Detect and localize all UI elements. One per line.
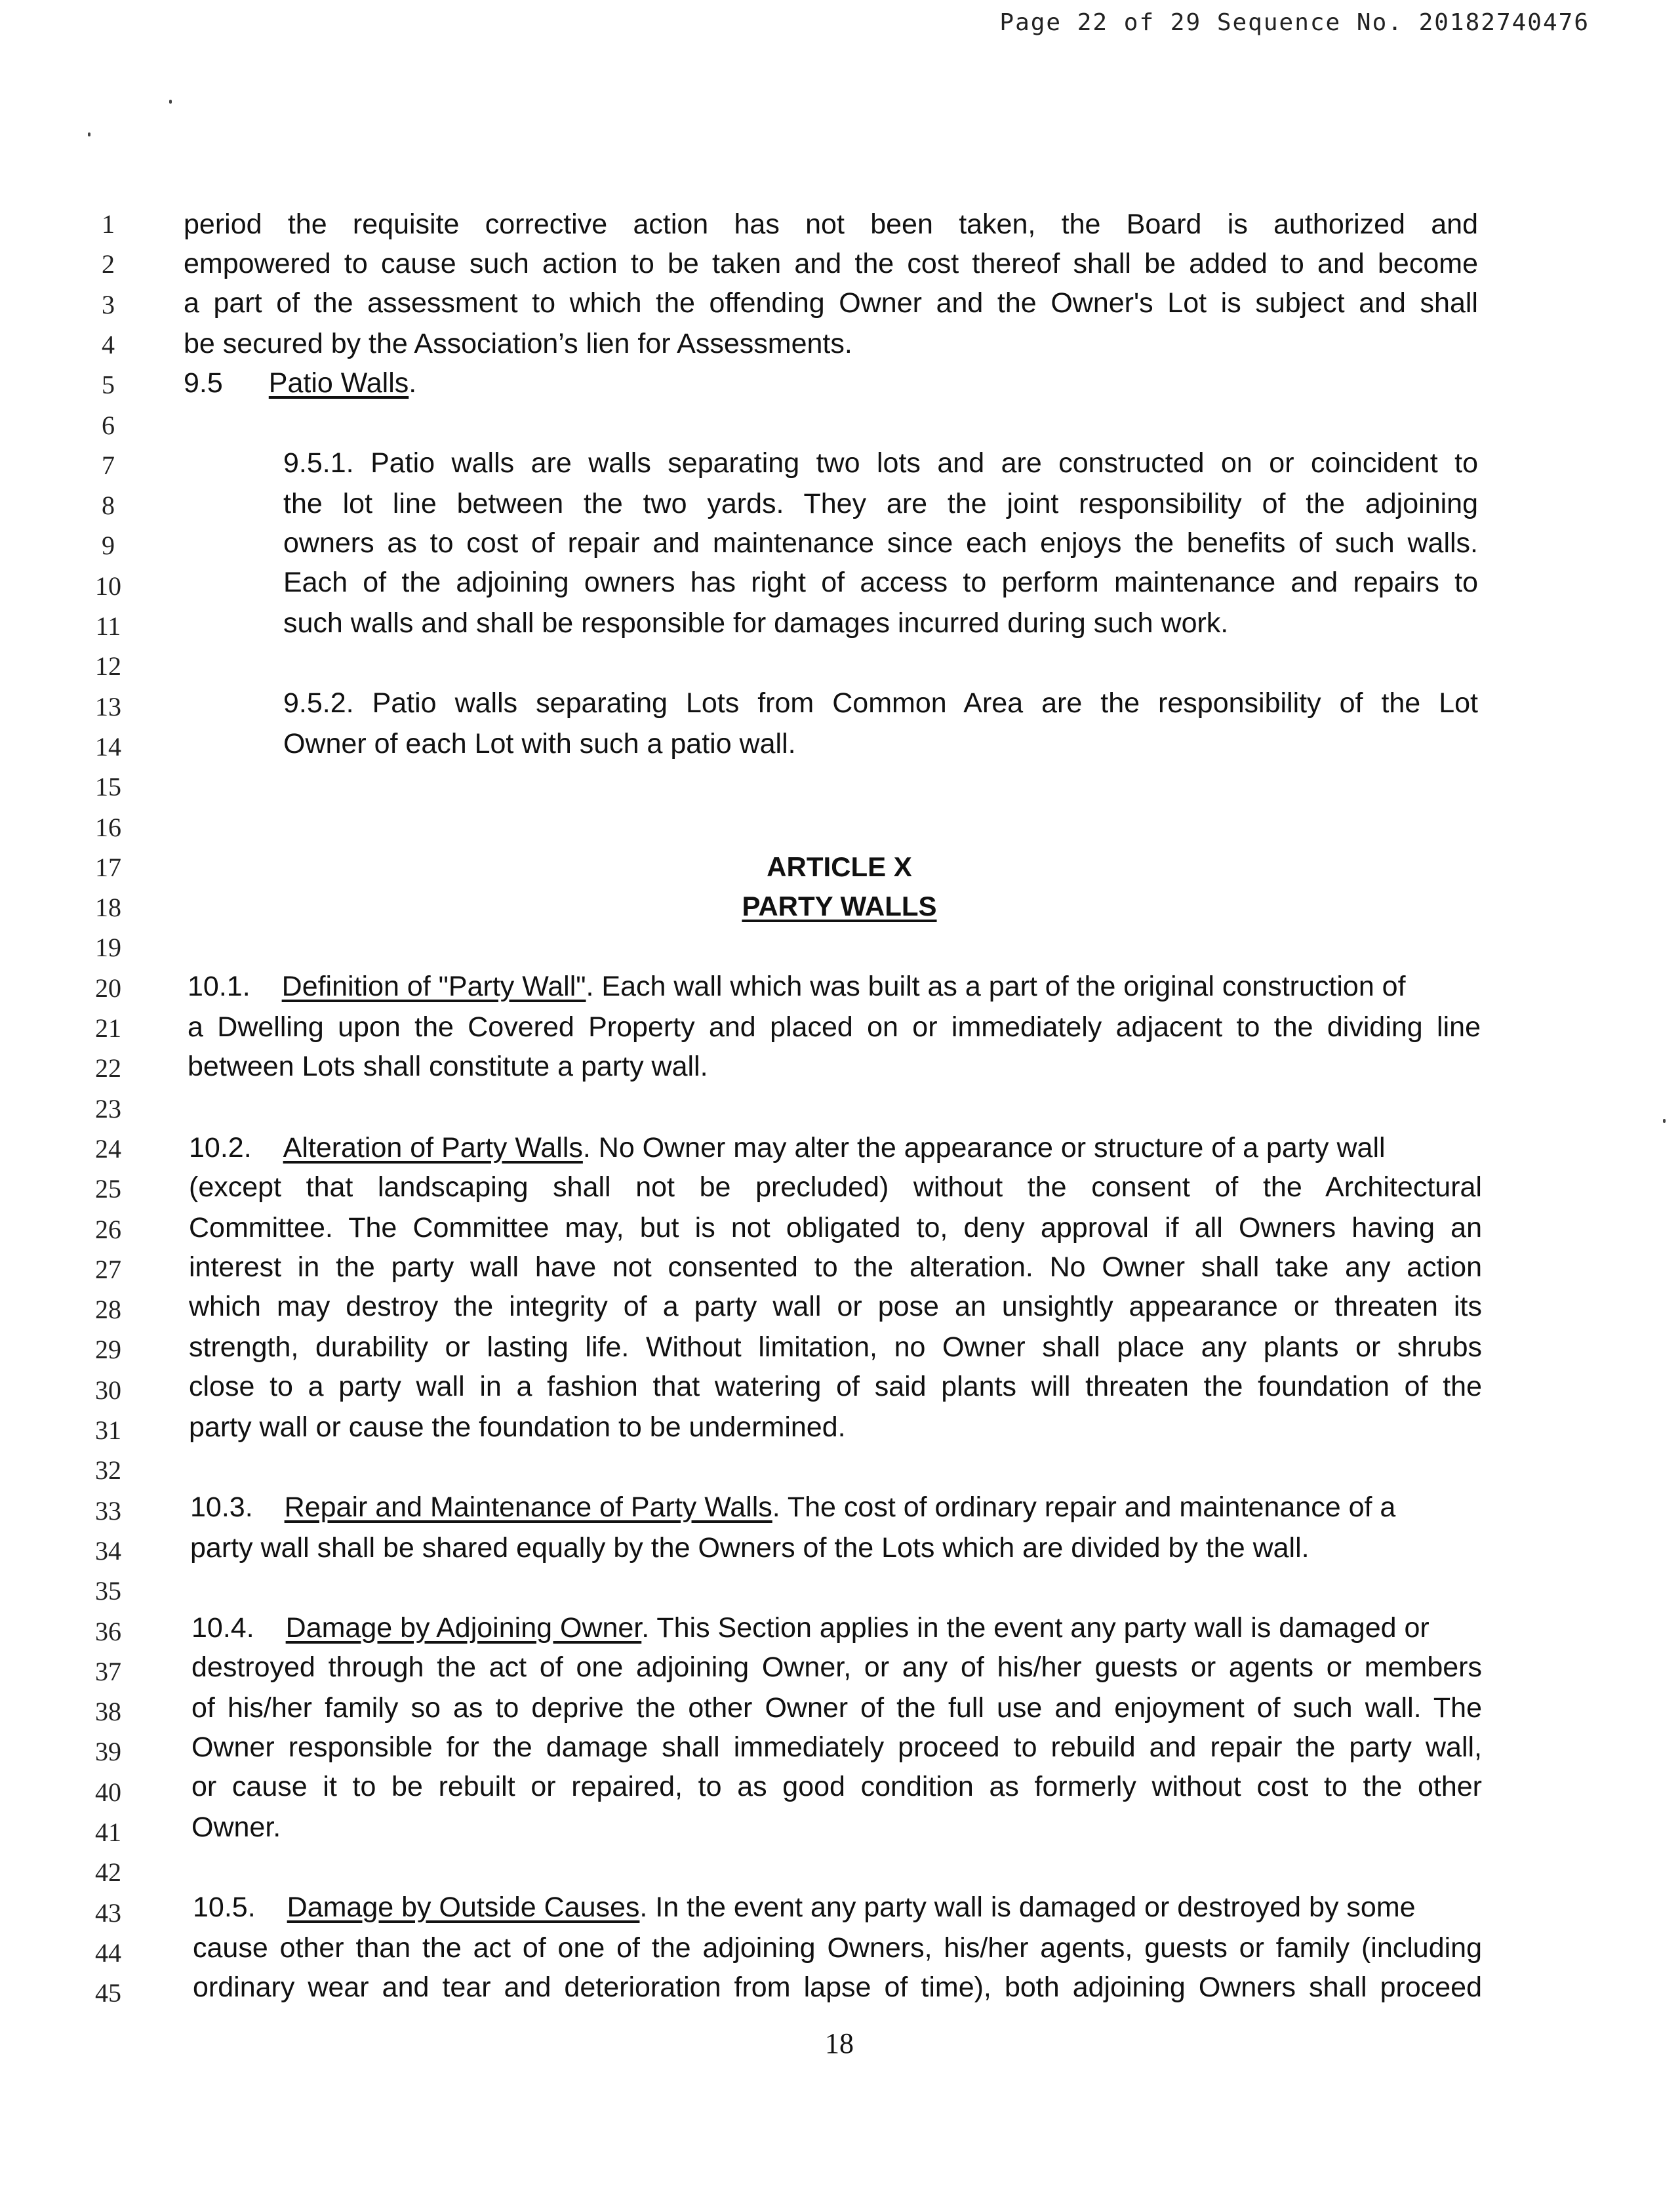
scan-speck: [169, 100, 172, 104]
article-heading: ARTICLE X: [767, 851, 912, 882]
line-number: 40: [95, 1777, 121, 1807]
text-line: be secured by the Association’s lien for Assessments.: [184, 328, 852, 359]
line-number: 8: [102, 491, 115, 520]
line-number: 19: [95, 933, 121, 962]
text-line: a Dwelling upon the Covered Property and placed on or immediately adjacent to the dividing line: [188, 1011, 1481, 1043]
text-line: interest in the party wall have not consented to the alteration. No Owner shall take any action: [189, 1251, 1482, 1283]
line-number: 39: [95, 1737, 121, 1766]
text-line: Owner responsible for the damage shall immediately proceed to rebuild and repair the party wall,: [191, 1732, 1482, 1763]
line-number: 13: [95, 692, 121, 721]
section-text: . In the event any party wall is damaged or destroyed by some: [639, 1892, 1416, 1923]
line-number: 9: [102, 531, 115, 560]
page-header: Page 22 of 29 Sequence No. 20182740476: [999, 9, 1590, 36]
text-line: (except that landscaping shall not be precluded) without the consent of the Architectural: [189, 1171, 1482, 1203]
line-number: 45: [95, 1978, 121, 2008]
text-line: party wall or cause the foundation to be undermined.: [189, 1411, 846, 1443]
section-first-line-10-4: [191, 1608, 1430, 1648]
line-number: 2: [102, 249, 115, 279]
line-number: 7: [102, 451, 115, 480]
text-line: strength, durability or lasting life. Without limitation, no Owner shall place any plants or shrubs: [189, 1331, 1482, 1363]
section-title: Definition of "Party Wall": [281, 971, 586, 1002]
text-line: such walls and shall be responsible for damages incurred during such work.: [283, 607, 1229, 639]
text-line: cause other than the act of one of the adjoining Owners, his/her agents, guests or family (including: [193, 1932, 1482, 1964]
line-number: 34: [95, 1536, 121, 1566]
line-number: 10: [95, 571, 121, 601]
section-title: Patio Walls: [268, 367, 409, 399]
line-number: 44: [95, 1938, 121, 1968]
scan-speck: [88, 132, 90, 136]
text-line: Committee. The Committee may, but is not obligated to, deny approval if all Owners having an: [189, 1212, 1482, 1244]
line-number: 36: [95, 1617, 121, 1646]
line-number: 42: [95, 1857, 121, 1887]
text-line: empowered to cause such action to be taken and the cost thereof shall be added to and become: [184, 248, 1478, 279]
section-number: 9.5: [184, 367, 223, 399]
line-number: 26: [95, 1215, 121, 1244]
text-line: destroyed through the act of one adjoining Owner, or any of his/her guests or agents or members: [191, 1651, 1482, 1683]
section-number: 10.2.: [189, 1132, 252, 1164]
text-line: a part of the assessment to which the offending Owner and the Owner's Lot is subject and shall: [184, 287, 1478, 319]
section-first-line-10-2: [189, 1128, 1386, 1167]
line-number: 23: [95, 1094, 121, 1124]
line-number: 11: [95, 611, 121, 641]
text-line: party wall shall be shared equally by the Owners of the Lots which are divided by the wall.: [190, 1532, 1310, 1564]
text-line: close to a party wall in a fashion that watering of said plants will threaten the foundation of the: [189, 1371, 1482, 1402]
line-number: 14: [95, 732, 121, 761]
line-number: 1: [102, 209, 115, 239]
text-line: Owner of each Lot with such a patio wall.: [283, 728, 796, 760]
line-number: 16: [95, 813, 121, 842]
text-line: 9.5.2. Patio walls separating Lots from Common Area are the responsibility of the Lot: [283, 687, 1478, 719]
text-line: Each of the adjoining owners has right of access to perform maintenance and repairs to: [283, 567, 1478, 598]
line-number: 30: [95, 1375, 121, 1405]
text-line: 9.5.1. Patio walls are walls separating two lots and are constructed on or coincident to: [283, 447, 1478, 479]
line-number: 33: [95, 1496, 121, 1526]
line-number: 28: [95, 1295, 121, 1324]
section-number: 10.1.: [188, 971, 250, 1002]
line-number: 31: [95, 1415, 121, 1445]
section-text: . Each wall which was built as a part of the original construction of: [586, 971, 1406, 1002]
line-number: 37: [95, 1657, 121, 1686]
section-first-line-10-1: [188, 967, 1406, 1006]
line-number: 43: [95, 1898, 121, 1928]
text-line: which may destroy the integrity of a party wall or pose an unsightly appearance or threaten its: [189, 1291, 1482, 1322]
line-number: 27: [95, 1255, 121, 1284]
section-heading-9-5: [184, 363, 416, 403]
section-title: Damage by Adjoining Owner: [285, 1612, 642, 1644]
section-text: . The cost of ordinary repair and maintenance of a: [772, 1491, 1396, 1523]
page-number: 18: [825, 2027, 854, 2059]
line-number: 41: [95, 1817, 121, 1847]
section-first-line-10-5: [193, 1888, 1416, 1927]
section-number: 10.3.: [190, 1491, 253, 1523]
line-number: 17: [95, 853, 121, 882]
line-number: 29: [95, 1335, 121, 1364]
article-title-text: PARTY WALLS: [742, 891, 937, 922]
line-number: 38: [95, 1697, 121, 1726]
line-number: 4: [102, 330, 115, 359]
text-line: Owner.: [191, 1812, 281, 1843]
section-first-line-10-3: [190, 1488, 1395, 1527]
text-line: ordinary wear and tear and deterioration from lapse of time), both adjoining Owners shall proceed: [193, 1972, 1482, 2003]
section-title: Damage by Outside Causes: [287, 1892, 640, 1923]
line-number: 15: [95, 772, 121, 801]
text-line: of his/her family so as to deprive the other Owner of the full use and enjoyment of such wall. The: [191, 1692, 1482, 1724]
text-line: owners as to cost of repair and maintenance since each enjoys the benefits of such walls.: [283, 527, 1478, 559]
text-line: period the requisite corrective action has not been taken, the Board is authorized and: [184, 209, 1478, 240]
line-number: 22: [95, 1053, 121, 1083]
section-text: . This Section applies in the event any party wall is damaged or: [641, 1612, 1430, 1644]
text-line: between Lots shall constitute a party wall.: [188, 1051, 708, 1082]
line-number: 12: [95, 651, 121, 681]
line-number: 3: [102, 290, 115, 319]
line-number: 35: [95, 1576, 121, 1606]
line-number: 25: [95, 1174, 121, 1204]
section-title-period: .: [409, 367, 417, 399]
section-title: Alteration of Party Walls: [283, 1132, 583, 1164]
section-number: 10.4.: [191, 1612, 254, 1644]
section-text: . No Owner may alter the appearance or structure of a party wall: [582, 1132, 1386, 1164]
text-line: the lot line between the two yards. They are the joint responsibility of the adjoining: [283, 488, 1478, 519]
text-line: or cause it to be rebuilt or repaired, to as good condition as formerly without cost to the other: [191, 1771, 1482, 1802]
section-title: Repair and Maintenance of Party Walls: [284, 1491, 772, 1523]
line-number: 24: [95, 1134, 121, 1164]
article-title: [184, 887, 1495, 926]
line-number: 21: [95, 1013, 121, 1043]
line-number: 6: [102, 411, 115, 440]
line-number: 32: [95, 1455, 121, 1485]
section-number: 10.5.: [193, 1892, 256, 1923]
scan-speck: [1663, 1119, 1666, 1123]
line-number: 5: [102, 370, 115, 399]
line-number: 20: [95, 973, 121, 1003]
line-number: 18: [95, 893, 121, 922]
